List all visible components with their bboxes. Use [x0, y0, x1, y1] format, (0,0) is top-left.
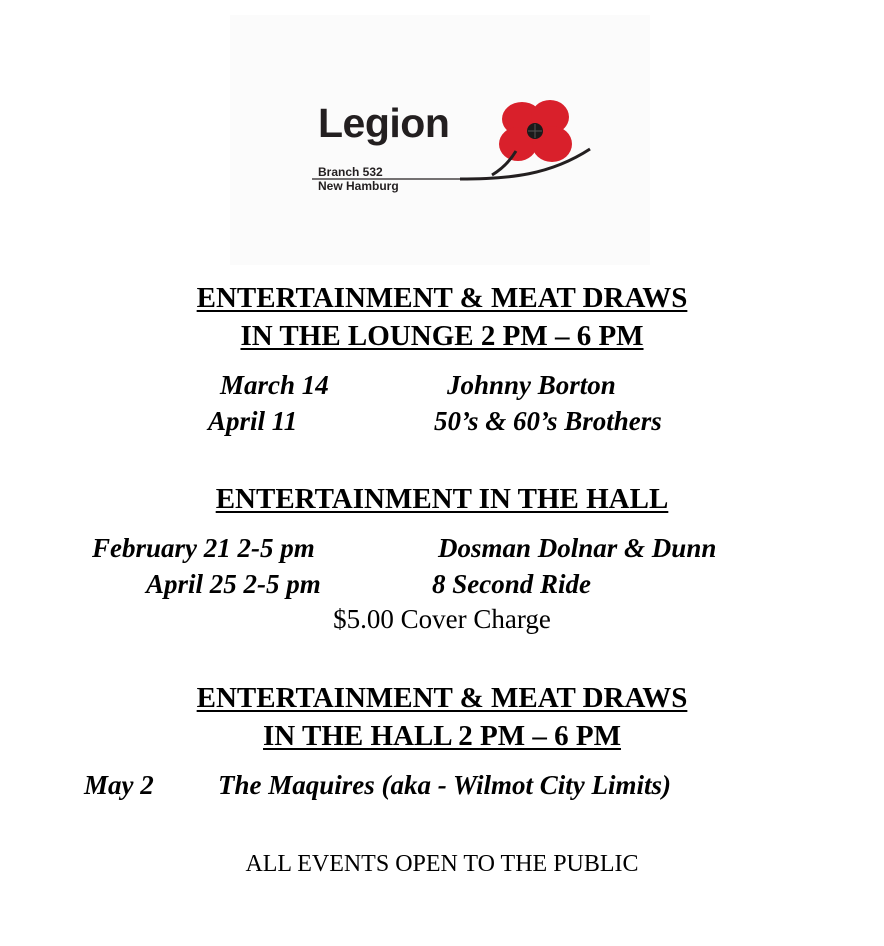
legion-logo	[230, 15, 650, 265]
section1-heading-line2: IN THE LOUNGE 2 PM – 6 PM	[240, 320, 644, 352]
logo-location: New Hamburg	[318, 179, 399, 193]
logo-branch: Branch 532	[318, 165, 383, 179]
section1-heading-line1: ENTERTAINMENT & MEAT DRAWS	[196, 282, 688, 314]
section2-event-date: April 25 2-5 pm	[146, 569, 321, 599]
section3-heading-line2: IN THE HALL 2 PM – 6 PM	[263, 720, 621, 752]
section2-heading: ENTERTAINMENT IN THE HALL	[215, 483, 669, 515]
section2-event-performer: 8 Second Ride	[432, 569, 591, 599]
section1-event-date: March 14	[220, 370, 329, 400]
section1-event-date: April 11	[208, 406, 298, 436]
section1-event-performer: Johnny Borton	[447, 370, 616, 400]
section3-event-performer: The Maquires (aka - Wilmot City Limits)	[218, 770, 672, 800]
section1-event-performer: 50’s & 60’s Brothers	[434, 406, 662, 436]
cover-charge: $5.00 Cover Charge	[333, 604, 551, 634]
poppy-icon	[488, 89, 584, 185]
section3-event-date: May 2	[84, 770, 154, 800]
section2-event-performer: Dosman Dolnar & Dunn	[438, 533, 717, 563]
section2-event-date: February 21 2-5 pm	[92, 533, 315, 563]
footer-notice: ALL EVENTS OPEN TO THE PUBLIC	[245, 851, 639, 877]
logo-wordmark: Legion	[318, 100, 450, 146]
section3-heading-line1: ENTERTAINMENT & MEAT DRAWS	[196, 682, 688, 714]
